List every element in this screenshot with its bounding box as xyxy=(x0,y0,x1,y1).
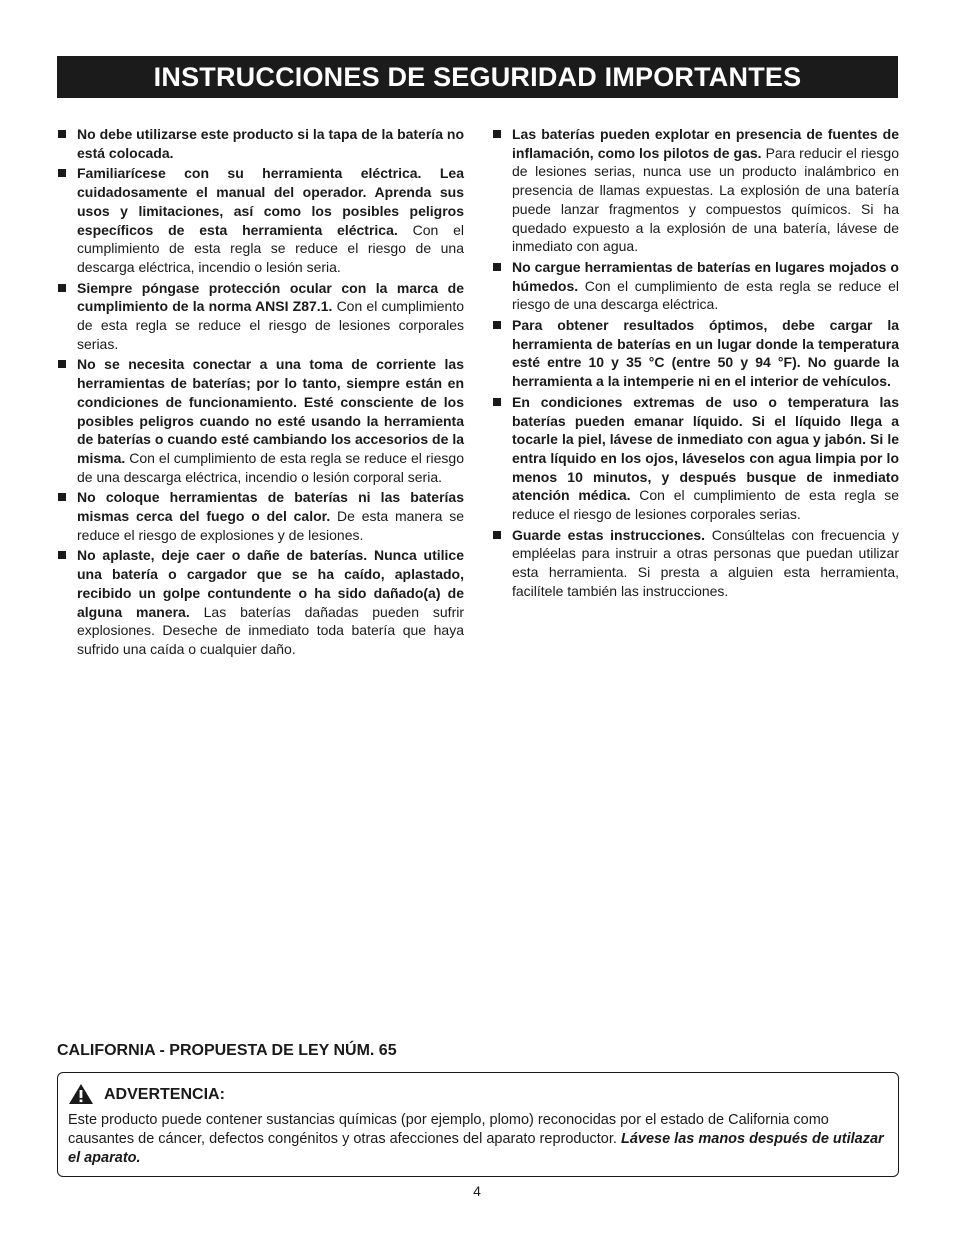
list-item xyxy=(57,279,464,354)
item-body-text: De esta manera se reduce el riesgo de explosiones y de lesiones. xyxy=(77,508,464,543)
right-column xyxy=(492,125,899,603)
list-item xyxy=(492,316,899,391)
warning-header xyxy=(68,1083,888,1105)
item-bold-text: No se necesita conectar a una toma de corriente las herramientas de baterías; por lo tanto, siempre están en condiciones de funcionamiento. Esté consciente de los posibles peligros cuando no esté usando la herramienta de baterías o cuando esté cambiando los accesorios de la misma. xyxy=(77,356,464,466)
item-body-text: Con el cumplimiento de esta regla se reduce el riesgo de una descarga eléctrica, incendio o lesión corporal seria. xyxy=(77,449,464,485)
page-title: INSTRUCCIONES DE SEGURIDAD IMPORTANTES xyxy=(153,61,802,92)
warning-triangle-icon xyxy=(68,1083,94,1105)
warning-label: ADVERTENCIA: xyxy=(104,1085,225,1103)
page-title-banner xyxy=(57,56,898,98)
bullet-square-icon xyxy=(58,130,66,138)
list-item xyxy=(57,164,464,276)
item-bold-text: Siempre póngase protección ocular con la marca de cumplimiento de la norma ANSI Z87.1. xyxy=(77,279,464,315)
bullet-square-icon xyxy=(58,493,66,501)
bullet-square-icon xyxy=(58,169,66,177)
item-bold-text: No debe utilizarse este producto si la tapa de la batería no está colocada. xyxy=(77,126,464,161)
item-bold-text: No aplaste, deje caer o dañe de baterías. Nunca utilice una batería o cargador que se ha caído, aplastado, recibido un golpe contundente o ha sido dañado(a) de alguna manera. xyxy=(77,547,464,620)
bullet-square-icon xyxy=(493,263,501,271)
bullet-square-icon xyxy=(58,284,66,292)
item-bold-text: Para obtener resultados óptimos, debe cargar la herramienta de baterías en un lugar donde la temperatura esté entre 10 y 35 °C (entre 50 y 94 °F). No guarde la herramienta a la intemperie ni en el interior de vehículos. xyxy=(512,317,899,390)
list-item xyxy=(57,546,464,658)
list-item xyxy=(492,526,899,601)
item-bold-text: No cargue herramientas de baterías en lugares mojados o húmedos. xyxy=(512,258,899,294)
item-bold-text: No coloque herramientas de baterías ni las baterías mismas cerca del fuego o del calor. xyxy=(77,489,464,525)
list-item xyxy=(492,125,899,256)
list-item xyxy=(492,393,899,524)
bullet-square-icon xyxy=(493,321,501,329)
warning-emphasis: Lávese las manos después de utilazar el aparato. xyxy=(68,1131,884,1166)
item-bold-text: En condiciones extremas de uso o temperatura las baterías pueden emanar líquido. Si el líquido llega a tocarle la piel, lávese de inmediato con agua y jabón. Si le entra líquido en los ojos, láveselos con agua limpia por lo menos 10 minutos, y después busque de inmediato atención médica. xyxy=(512,393,899,504)
bullet-square-icon xyxy=(58,360,66,368)
page-number: 4 xyxy=(473,1183,481,1199)
item-body-text: Con el cumplimiento de esta regla se reduce el riesgo de lesiones corporales serias. xyxy=(512,487,900,523)
bullet-square-icon xyxy=(58,551,66,559)
left-column xyxy=(57,125,464,661)
list-item xyxy=(57,488,464,544)
item-body-text: Con el cumplimiento de esta regla se reduce el riesgo de una descarga eléctrica. xyxy=(512,277,899,313)
item-bold-text: Las baterías pueden explotar en presencia de fuentes de inflamación, como los pilotos de gas. xyxy=(512,126,899,161)
warning-box xyxy=(57,1072,899,1177)
bullet-square-icon xyxy=(493,398,501,406)
list-item xyxy=(492,258,899,314)
warning-text xyxy=(68,1111,888,1168)
warning-body: Este producto puede contener sustancias químicas (por ejemplo, plomo) reconocidas por el estado de California como causantes de cáncer, defectos congénitos y otras afecciones del aparato reproductor. xyxy=(68,1112,829,1147)
item-body-text: Para reducir el riesgo de lesiones serias, nunca use un producto inalámbrico en presencia de llamas expuestas. La explosión de una batería puede lanzar fragmentos y compuestos químicos. Si ha quedado expuesto a la explosión de una batería, lávese de inmediato con agua. xyxy=(512,144,900,255)
item-body-text: Consúltelas con frecuencia y empléelas para instruir a otras personas que puedan utilizar esta herramienta. Si presta a alguien esta herramienta, facilítele también las instrucciones. xyxy=(512,526,899,599)
item-body-text: Las baterías dañadas pueden sufrir explosiones. Deseche de inmediato toda batería que haya sufrido una caída o cualquier daño. xyxy=(77,603,465,657)
bullet-square-icon xyxy=(493,130,501,138)
california-prop65-title: CALIFORNIA - PROPUESTA DE LEY NÚM. 65 xyxy=(57,1042,397,1059)
bullet-square-icon xyxy=(493,531,501,539)
list-item xyxy=(57,355,464,486)
item-bold-text: Familiarícese con su herramienta eléctrica. Lea cuidadosamente el manual del operador. Aprenda sus usos y limitaciones, así como los posibles peligros específicos de esta herramienta eléctrica. xyxy=(77,165,464,238)
list-item xyxy=(57,125,464,162)
item-body-text: Con el cumplimiento de esta regla se reduce el riesgo de lesiones corporales serias. xyxy=(77,298,464,352)
item-bold-text: Guarde estas instrucciones. xyxy=(512,526,706,543)
item-body-text: Con el cumplimiento de esta regla se reduce el riesgo de una descarga eléctrica, incendio o lesión seria. xyxy=(77,221,464,275)
